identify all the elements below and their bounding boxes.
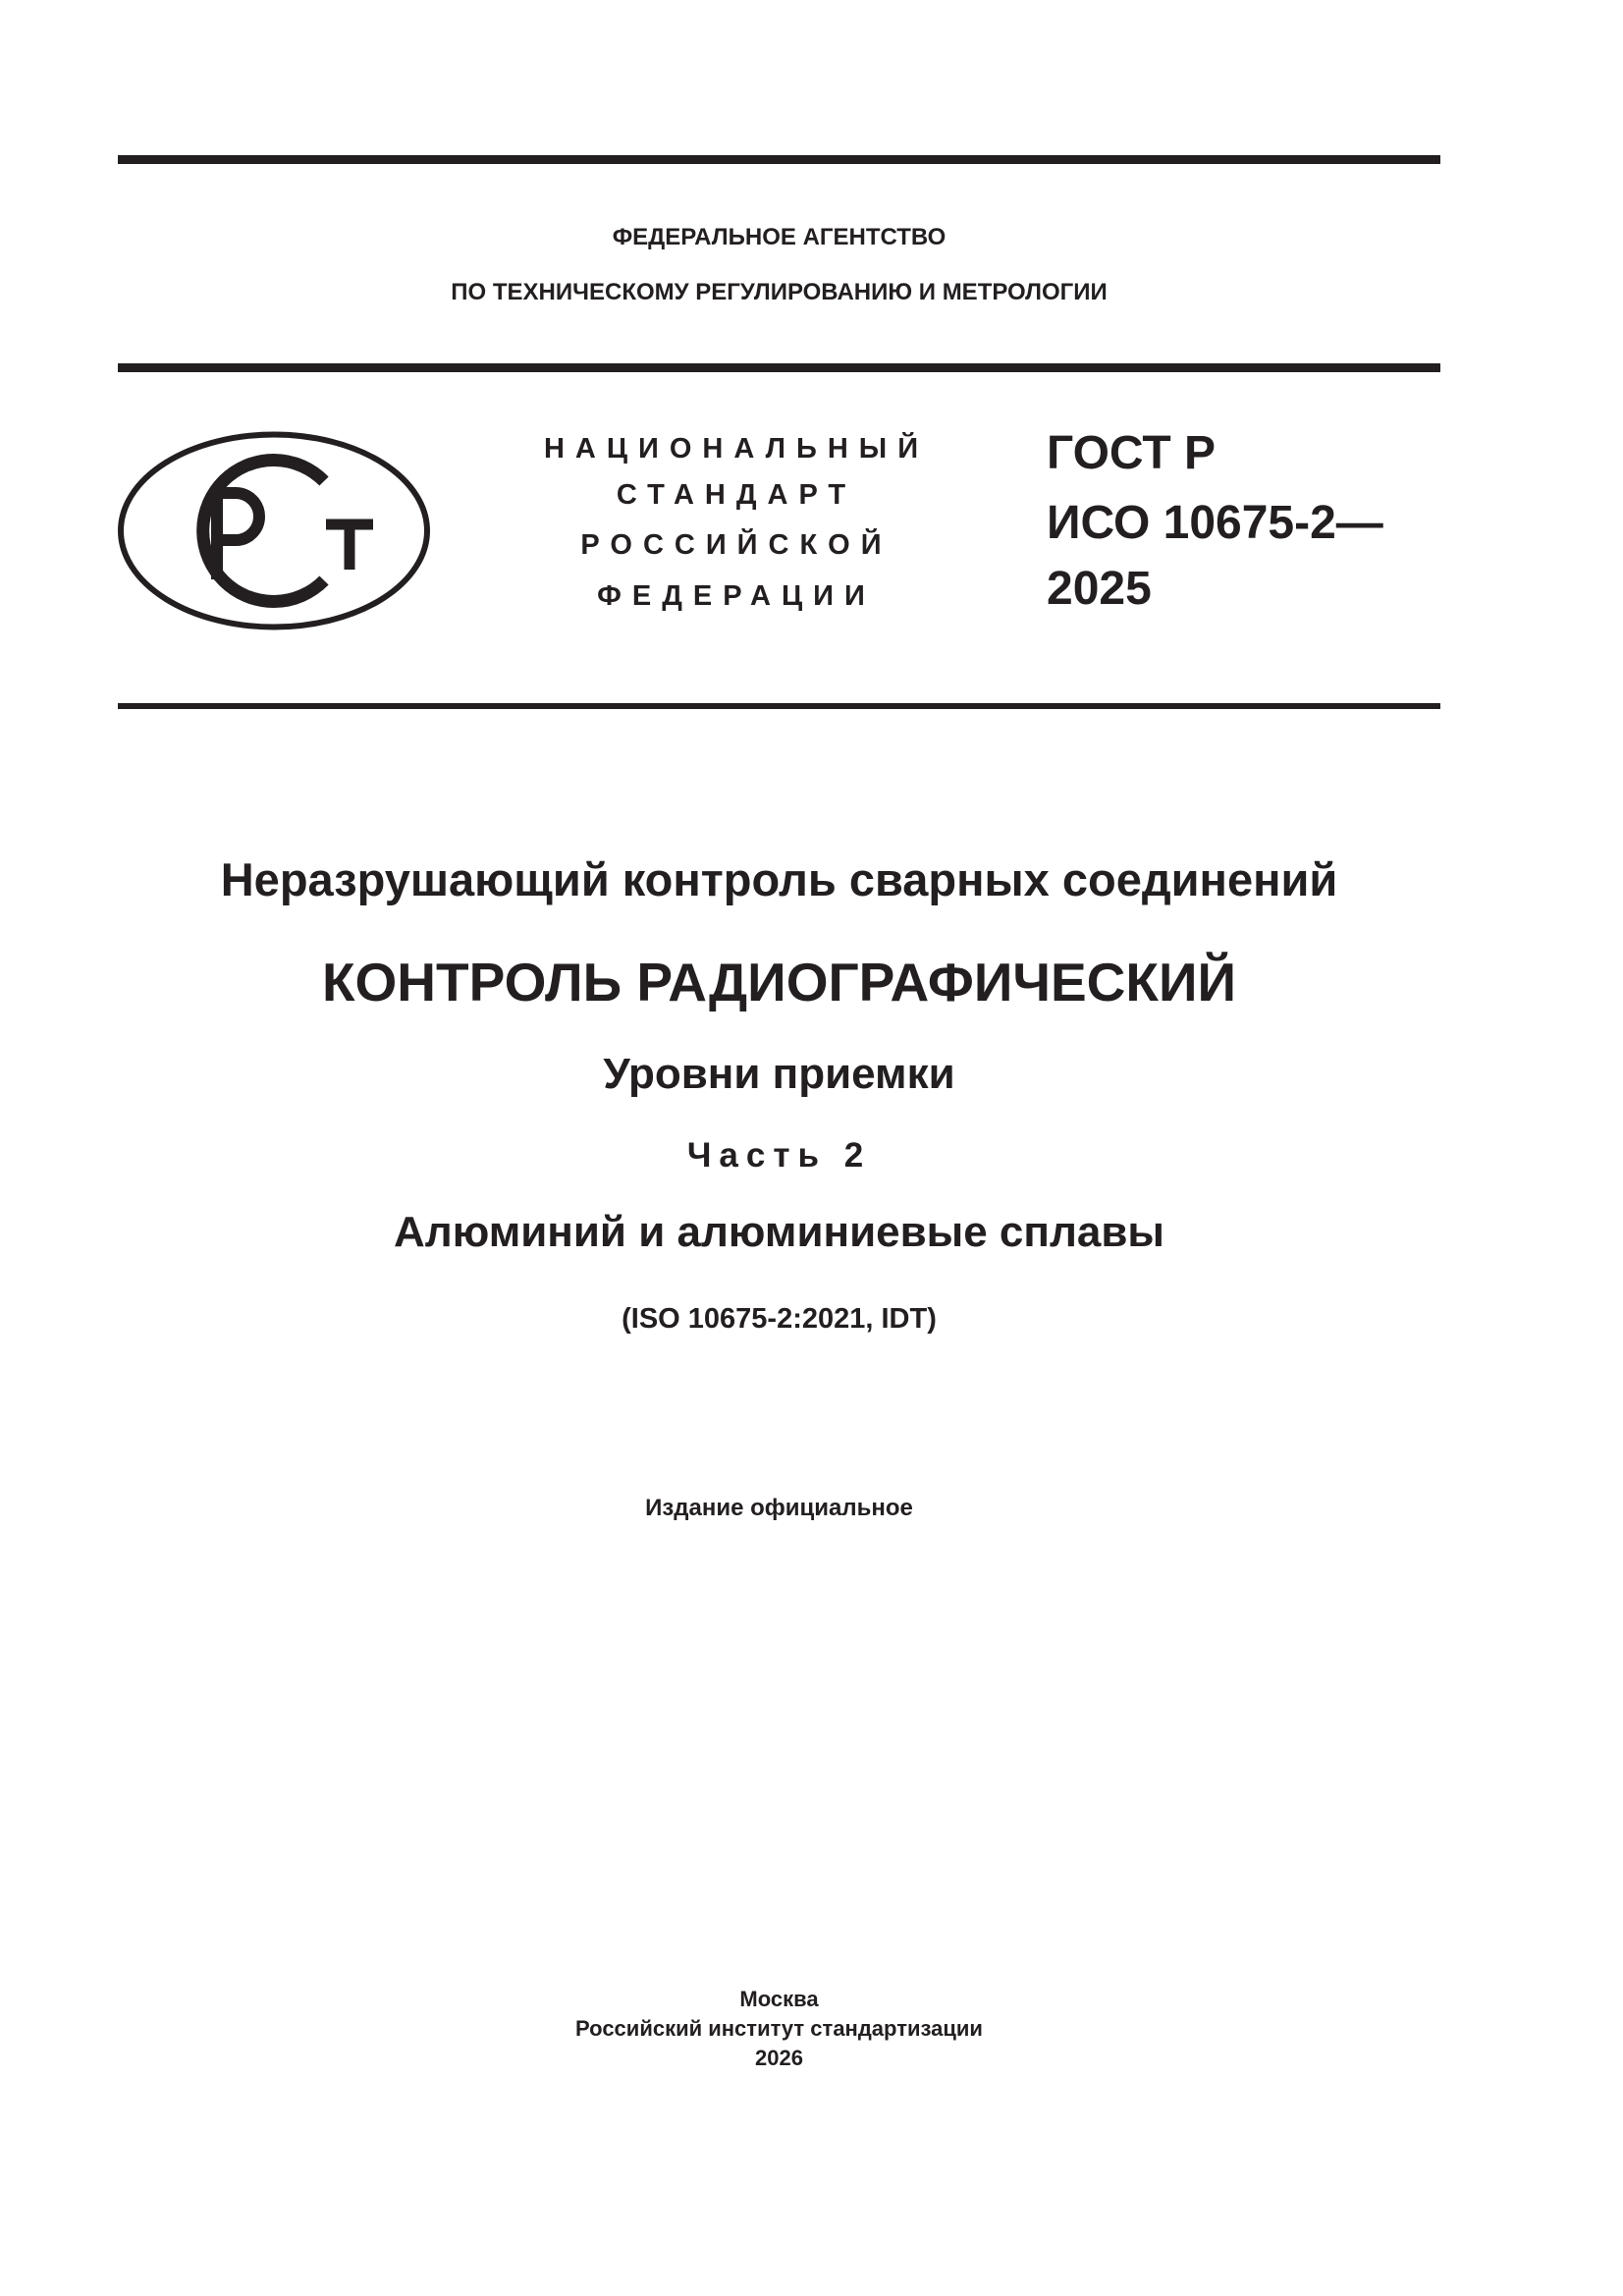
title-main: КОНТРОЛЬ РАДИОГРАФИЧЕСКИЙ	[321, 952, 1237, 1012]
imprint-year: 2026	[755, 2046, 803, 2070]
agency-name-line1: ФЕДЕРАЛЬНОЕ АГЕНТСТВО	[612, 224, 947, 250]
title-material: Алюминий и алюминиевые сплавы	[393, 1208, 1165, 1256]
imprint-city: Москва	[739, 1987, 819, 2011]
imprint-publisher: Российский институт стандартизации	[575, 2016, 983, 2041]
national-standard-line2: СТАНДАРТ	[616, 479, 857, 511]
designation-bottom-rule	[118, 703, 1440, 709]
title-reference: (ISO 10675-2:2021, IDT)	[622, 1303, 937, 1335]
title-part: Часть 2	[686, 1136, 872, 1175]
title-subtitle: Уровни приемки	[603, 1050, 955, 1098]
national-standard-line3: РОССИЙСКОЙ	[580, 529, 893, 561]
designation-line2: ИСО 10675-2—	[1047, 497, 1383, 549]
title-subject: Неразрушающий контроль сварных соединений	[220, 853, 1338, 905]
header-bottom-rule	[118, 363, 1440, 372]
agency-name-line2: ПО ТЕХНИЧЕСКОМУ РЕГУЛИРОВАНИЮ И МЕТРОЛОГИИ	[451, 279, 1108, 305]
rst-logo-icon	[116, 430, 432, 631]
national-standard-line4: ФЕДЕРАЦИИ	[597, 580, 876, 612]
national-standard-line1: НАЦИОНАЛЬНЫЙ	[543, 433, 930, 465]
edition-label: Издание официальное	[645, 1495, 913, 1521]
designation-line3: 2025	[1047, 563, 1152, 615]
designation-line1: ГОСТ Р	[1047, 427, 1217, 479]
top-rule	[118, 155, 1440, 164]
